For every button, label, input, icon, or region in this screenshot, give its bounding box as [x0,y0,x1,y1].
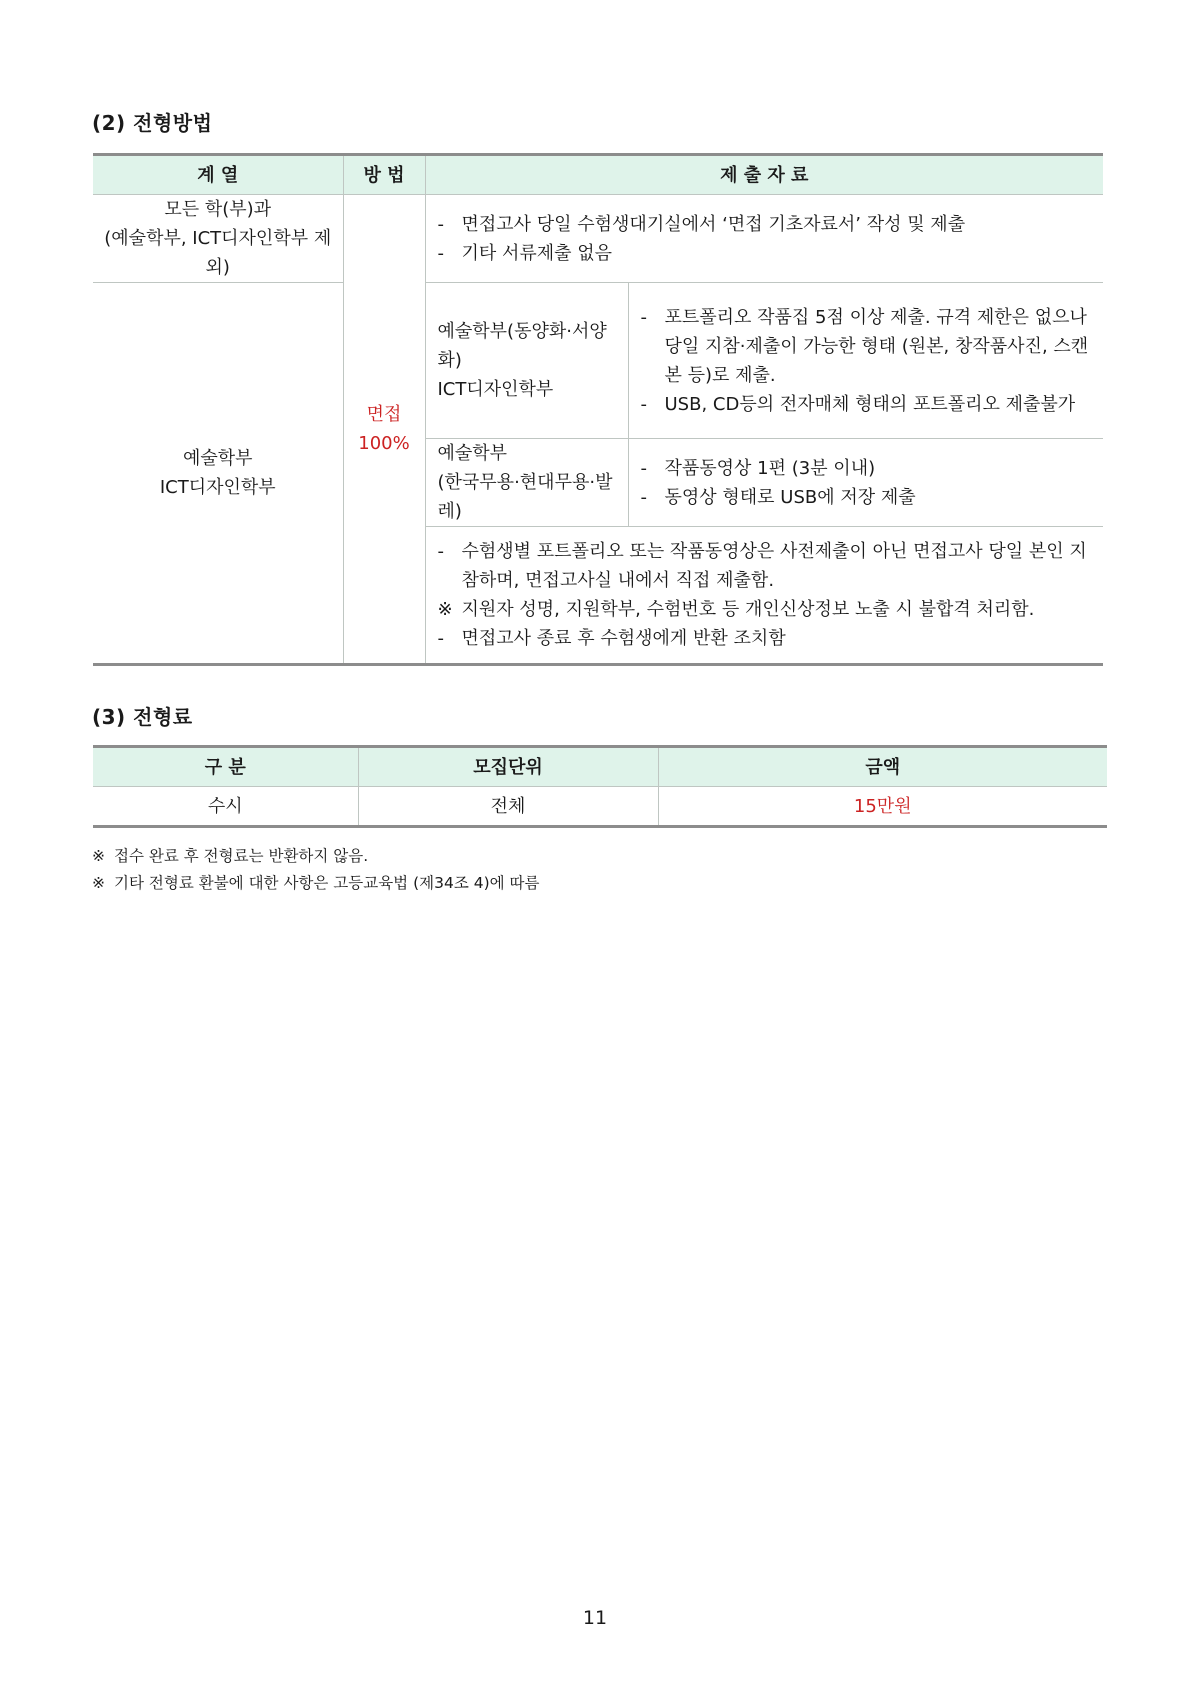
header-unit: 모집단위 [358,747,658,787]
header-department: 계 열 [93,155,343,195]
list-item: - 동영상 형태로 USB에 저장 제출 [640,486,916,508]
fee-category-cell: 수시 [93,787,358,827]
list-item: - 면접고사 종료 후 수험생에게 반환 조치함 [437,628,786,649]
fee-unit-cell: 전체 [358,787,658,827]
table-row [93,787,1107,827]
table-row [93,283,1103,439]
list-item: - 작품동영상 1편 (3분 이내) [640,457,876,479]
list-item: - USB, CD등의 전자매체 형태의 포트폴리오 제출불가 [640,393,1076,415]
fee-notes [92,843,539,897]
subdept-dance-cell: 예술학부 (한국무용·현대무용·발레) [425,439,628,527]
list-item: ※ 지원자 성명, 지원학부, 수험번호 등 개인신상정보 노출 시 불합격 처리함. [437,599,1035,620]
table-row [93,195,1103,283]
table-header-row [93,747,1107,787]
list-item: - 기타 서류제출 없음 [437,242,613,264]
list-item: - 면접고사 당일 수험생대기실에서 ‘면접 기초자료서’ 작성 및 제출 [437,213,966,235]
section-title-fee: (3) 전형료 [92,705,193,729]
fee-table [93,745,1107,828]
header-amount: 금액 [658,747,1107,787]
method-cell: 면접 100% [343,195,425,665]
header-documents: 제 출 자 료 [425,155,1103,195]
section-title-selection-method: (2) 전형방법 [92,111,213,135]
documents-video-cell [628,439,1103,527]
note-item: ※ 기타 전형료 환불에 대한 사항은 고등교육법 (제34조 4)에 따름 [92,874,540,892]
selection-method-table [93,153,1103,666]
documents-general-cell [425,195,1103,283]
list-item: - 수험생별 포트폴리오 또는 작품동영상은 사전제출이 아닌 면접고사 당일 본인 지참하며, 면접고사실 내에서 직접 제출함. [437,541,1087,591]
department-all-cell: 모든 학(부)과 (예술학부, ICT디자인학부 제외) [93,195,343,283]
documents-portfolio-cell [628,283,1103,439]
list-item: - 포트폴리오 작품집 5점 이상 제출. 규격 제한은 없으나 당일 지참·제출이 가능한 형태 (원본, 창작품사진, 스캔본 등)로 제출. [640,306,1089,386]
note-item: ※ 접수 완료 후 전형료는 반환하지 않음. [92,847,369,865]
documents-common-cell [425,527,1103,665]
department-art-cell: 예술학부 ICT디자인학부 [93,283,343,665]
subdept-painting-cell: 예술학부(동양화·서양화) ICT디자인학부 [425,283,628,439]
header-category: 구 분 [93,747,358,787]
fee-amount-cell: 15만원 [658,787,1107,827]
header-method: 방 법 [343,155,425,195]
table-header-row [93,155,1103,195]
page-number: 11 [582,1607,608,1629]
